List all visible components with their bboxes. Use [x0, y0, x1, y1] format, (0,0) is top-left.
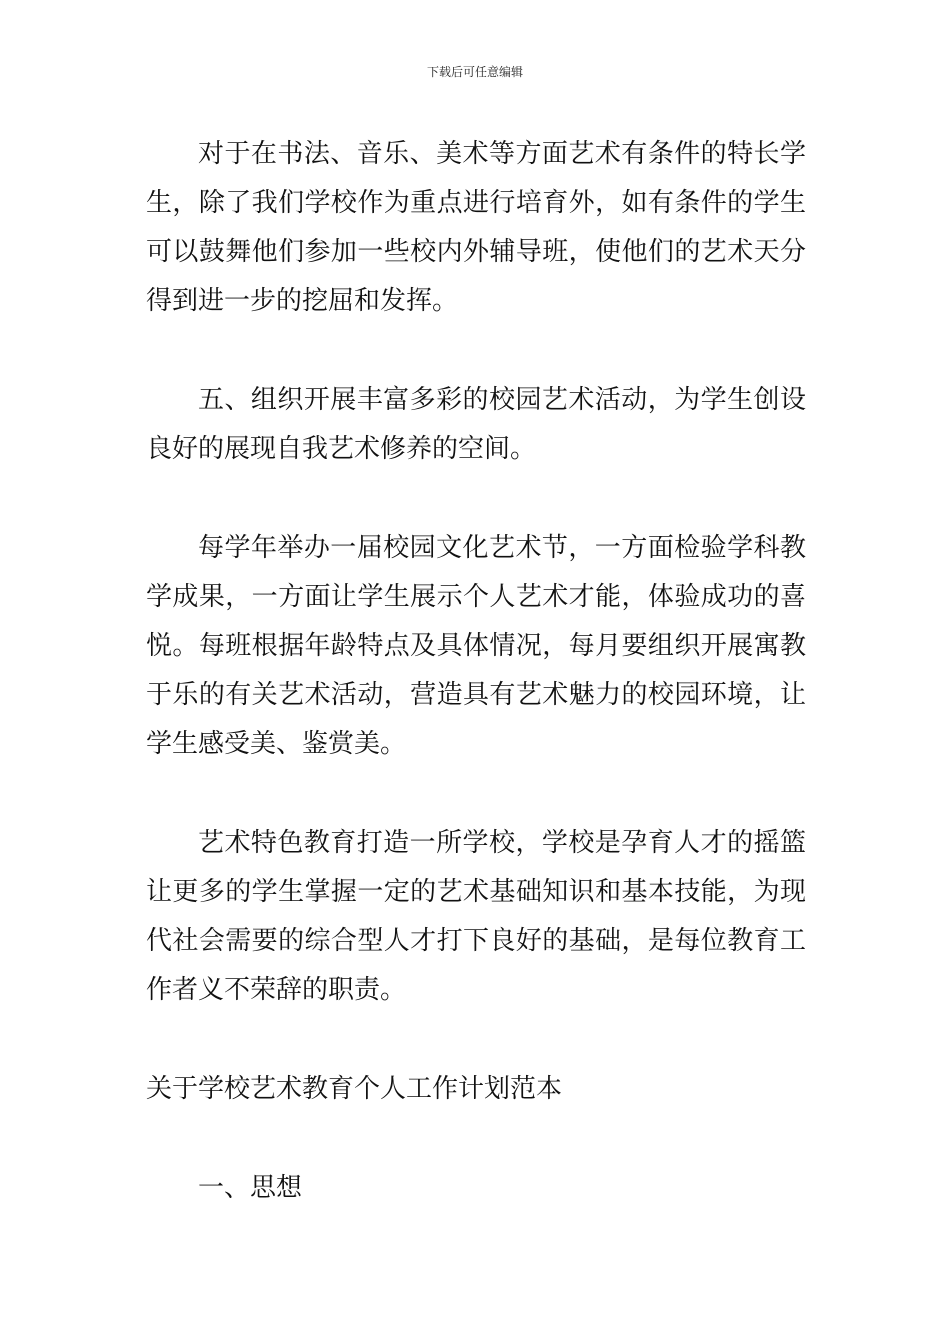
document-body: [146, 130, 806, 1213]
paragraph-conclusion: 艺术特色教育打造一所学校，学校是孕育人才的摇篮让更多的学生掌握一定的艺术基础知识和基本技能，为现代社会需要的综合型人才打下良好的基础，是每位教育工作者义不荣辞的职责。: [146, 828, 806, 1005]
section-heading-thought: 一、思想: [198, 1173, 303, 1203]
page-header: 下载后可任意编辑: [426, 65, 523, 79]
document-title: 关于学校艺术教育个人工作计划范本: [146, 1074, 563, 1104]
paragraph-section-five-heading: 五、组织开展丰富多彩的校园艺术活动，为学生创设良好的展现自我艺术修养的空间。: [146, 385, 806, 464]
paragraph-art-festival: 每学年举办一届校园文化艺术节，一方面检验学科教学成果，一方面让学生展示个人艺术才能，体验成功的喜悦。每班根据年龄特点及具体情况，每月要组织开展寓教于乐的有关艺术活动，营造具有艺术魅力的校园环境，让学生感受美、鉴赏美。: [146, 533, 806, 759]
paragraph-special-students: 对于在书法、音乐、美术等方面艺术有条件的特长学生，除了我们学校作为重点进行培育外，如有条件的学生可以鼓舞他们参加一些校内外辅导班，使他们的艺术天分得到进一步的挖屈和发挥。: [146, 139, 806, 316]
